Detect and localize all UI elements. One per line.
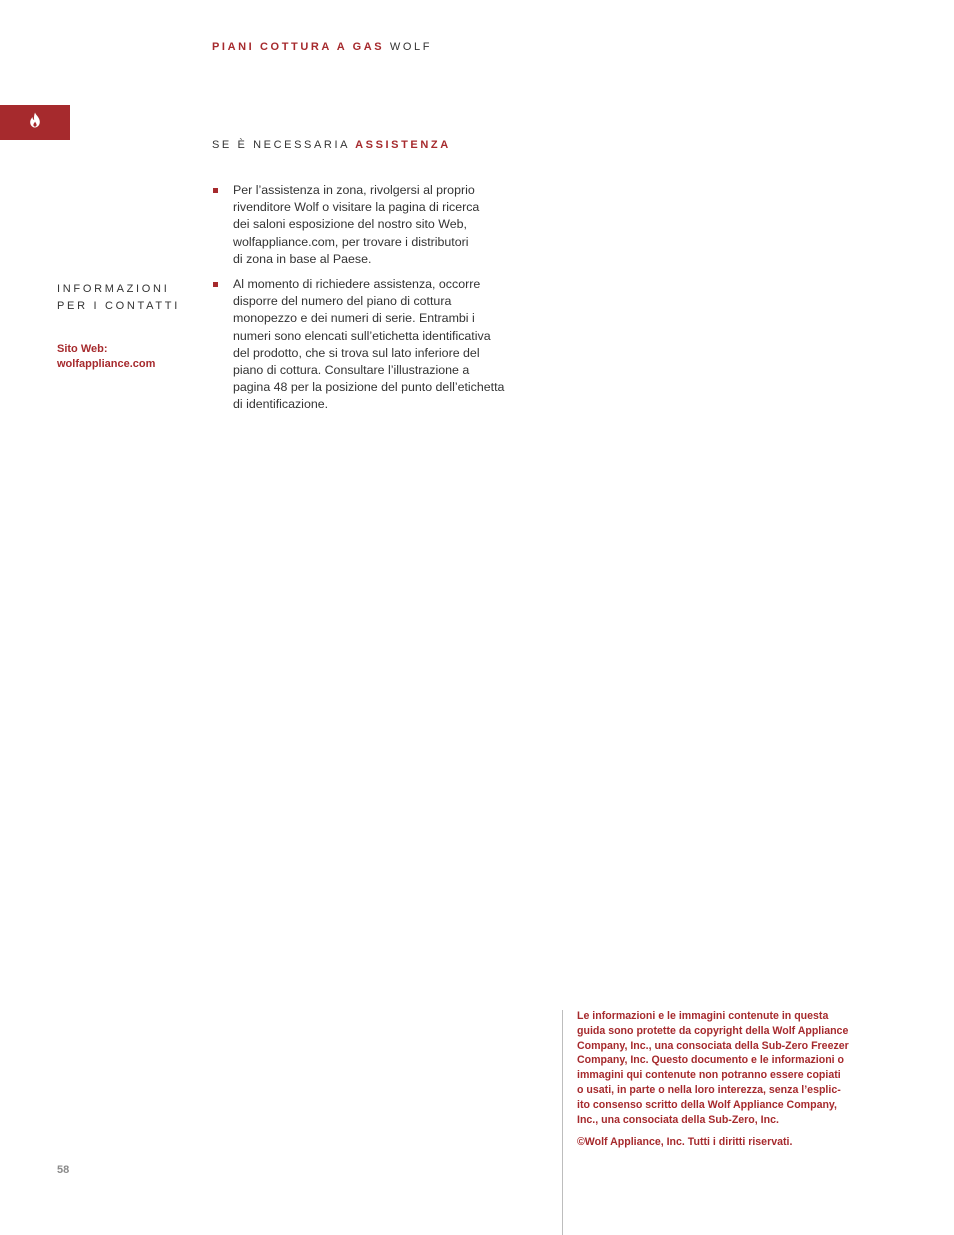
flame-icon xyxy=(28,112,42,133)
rights-reserved: ©Wolf Appliance, Inc. Tutti i diritti riservati. xyxy=(577,1136,793,1149)
section-heading xyxy=(212,139,451,151)
running-header xyxy=(212,41,432,53)
copyright-notice: Le informazioni e le immagini contenute in questa guida sono protette da copyright della Wolf Appliance Company, Inc., una consociata della Sub-Zero Freezer Company, Inc. Questo documento e le informazioni o immagini qui contenute non potranno essere copiati o usati, in parte o nella loro interezza, senza l’esplic- ito consenso scritto della Wolf Appliance Company, Inc., una consociata della Sub-Zero, Inc. ©Wolf Appliance, Inc. Tutti i diritti riservati. xyxy=(577,1009,892,1158)
service-bullet-list xyxy=(212,182,542,422)
header-category: PIANI COTTURA A GAS xyxy=(212,41,385,53)
bullet-square-icon xyxy=(213,188,218,193)
bullet-square-icon xyxy=(213,282,218,287)
website-link[interactable]: wolfappliance.com xyxy=(57,358,156,370)
section-heading-prefix: SE È NECESSARIA xyxy=(212,139,350,151)
page-number: 58 xyxy=(57,1164,70,1176)
website-info xyxy=(57,342,155,372)
section-tab xyxy=(0,105,70,140)
contact-info-label: INFORMAZIONI PER I CONTATTI xyxy=(57,283,180,312)
section-heading-highlight: ASSISTENZA xyxy=(355,139,451,151)
list-item: Per l’assistenza in zona, rivolgersi al proprio rivenditore Wolf o visitare la pagina di ricerca dei saloni esposizione del nostro sito Web, wolfappliance.com, per trovare i distributori di zona in base al Paese. xyxy=(212,182,542,268)
header-brand: WOLF xyxy=(389,41,433,53)
list-item: Al momento di richiedere assistenza, occorre disporre del numero del piano di cottura monopezzo e dei numeri di serie. Entrambi i numeri sono elencati sull’etichetta identificativa del prodotto, che si trova sul lato inferiore del piano di cottura. Consultare l’illustrazione a pagina 48 per la posizione del punto dell’etichetta di identificazione. xyxy=(212,276,542,414)
website-label: Sito Web: xyxy=(57,343,108,355)
footer-divider xyxy=(562,1010,563,1235)
